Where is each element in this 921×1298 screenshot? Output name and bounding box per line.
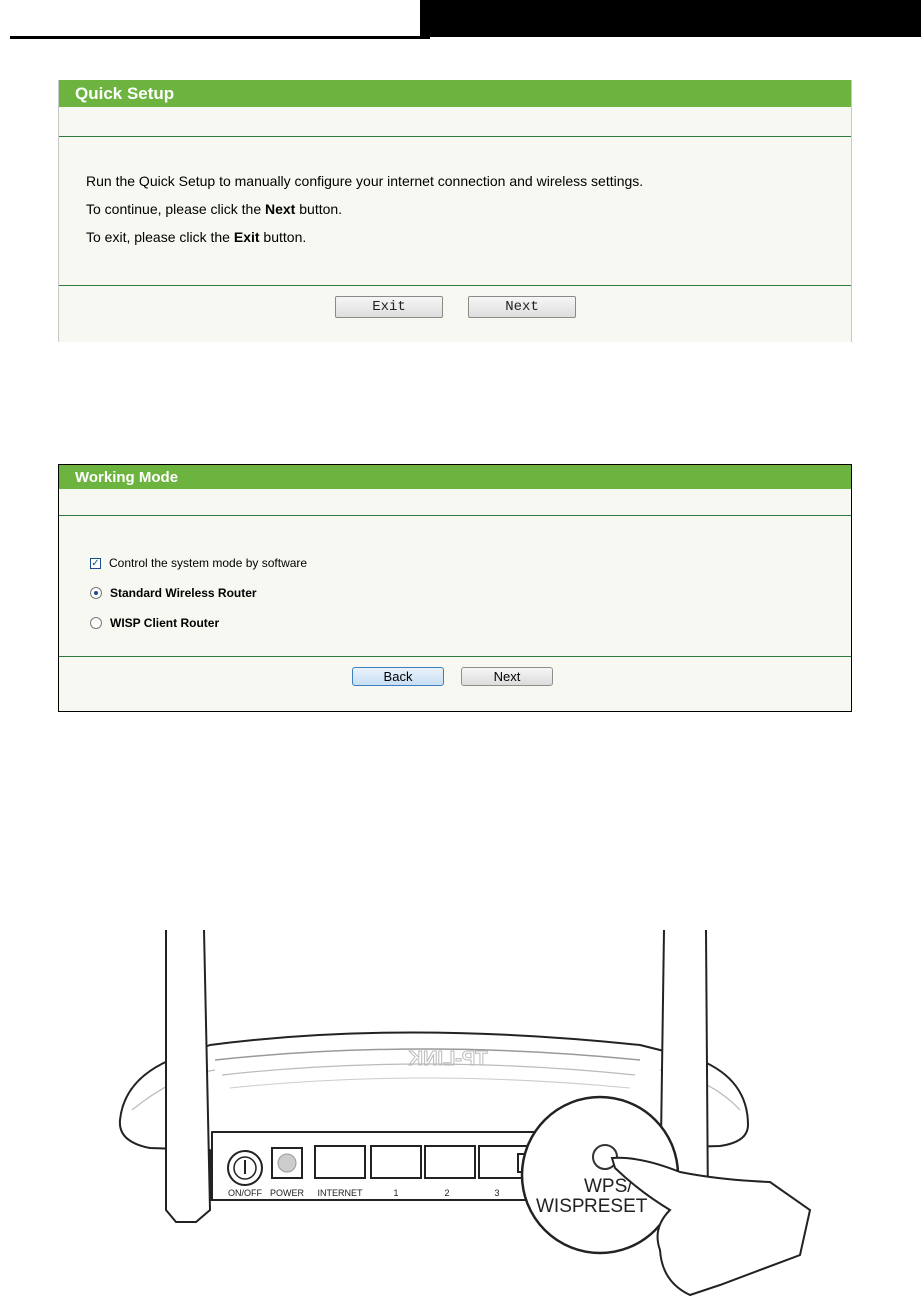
mode-option-standard[interactable]	[90, 584, 851, 602]
quick-setup-title: Quick Setup	[59, 80, 851, 107]
back-button[interactable]: Back	[352, 667, 444, 686]
control-mode-checkbox[interactable]: ✓	[91, 557, 100, 569]
brand-logo: TP-LINK	[408, 1048, 488, 1070]
next-button[interactable]: Next	[461, 667, 553, 686]
standard-router-radio[interactable]	[90, 587, 102, 599]
wisp-client-label: WISP Client Router	[110, 616, 220, 630]
wisp-client-radio[interactable]	[90, 617, 102, 629]
port-label-onoff: ON/OFF	[228, 1188, 262, 1198]
standard-router-label: Standard Wireless Router	[110, 586, 257, 600]
quick-setup-content	[59, 137, 851, 285]
callout-reset-label: RESET	[584, 1196, 648, 1217]
port-label-power: POWER	[269, 1188, 305, 1198]
mode-option-wisp[interactable]	[90, 614, 851, 632]
next-button[interactable]: Next	[468, 296, 576, 318]
port-label-internet: INTERNET	[317, 1188, 363, 1198]
quick-setup-continue-text: To continue, please click the Next button.	[86, 201, 343, 217]
quick-setup-button-bar	[59, 286, 851, 342]
working-mode-button-bar	[59, 657, 851, 713]
quick-setup-subbar	[59, 107, 851, 136]
quick-setup-panel	[58, 80, 852, 342]
callout-wps-label: WPS/	[584, 1176, 633, 1197]
working-mode-subbar	[59, 489, 851, 515]
quick-setup-exit-text: To exit, please click the Exit button.	[86, 229, 307, 245]
working-mode-panel	[58, 464, 852, 712]
page-header-bar	[420, 0, 921, 37]
page-header-rule	[10, 36, 430, 39]
router-illustration	[0, 910, 921, 1298]
working-mode-title: Working Mode	[59, 465, 851, 489]
working-mode-content	[59, 516, 851, 656]
quick-setup-intro: Run the Quick Setup to manually configure your internet connection and wireless settings.	[86, 173, 644, 189]
control-mode-row[interactable]	[90, 554, 851, 572]
control-mode-label: Control the system mode by software	[109, 556, 308, 570]
port-label-3: 3	[494, 1188, 500, 1198]
port-label-1: 1	[393, 1188, 399, 1198]
exit-button[interactable]: Exit	[335, 296, 443, 318]
port-label-2: 2	[444, 1188, 450, 1198]
callout-wisp-label: WISP	[536, 1196, 585, 1217]
left-antenna	[166, 930, 210, 1222]
ethernet-ports	[315, 1146, 546, 1178]
